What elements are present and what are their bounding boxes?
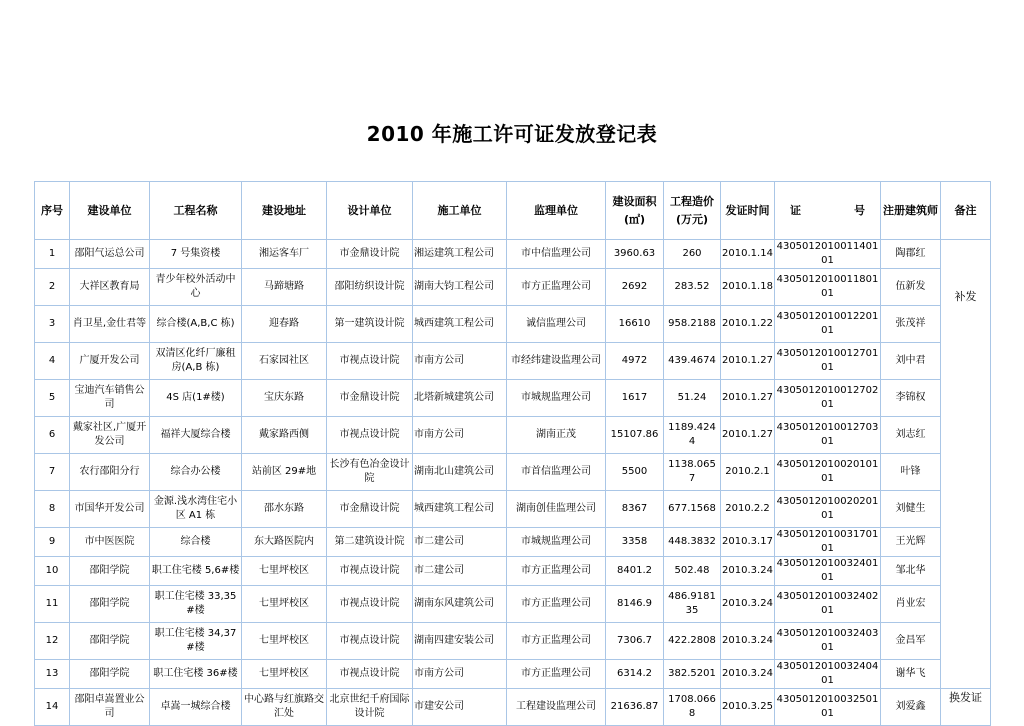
cell-builder: 宝迪汽车销售公司 [70,380,150,417]
cell-cost: 1189.4244 [664,417,721,454]
cell-cost: 260 [664,240,721,269]
cell-designer: 市视点设计院 [327,343,413,380]
cell-contractor: 城西建筑工程公司 [413,491,507,528]
header-cert-a: 证 [790,203,801,217]
cell-contractor: 市南方公司 [413,343,507,380]
cell-engineer: 刘中君 [881,343,941,380]
cell-supervisor: 市方正监理公司 [507,660,606,689]
cell-area: 15107.86 [606,417,664,454]
cell-area: 8367 [606,491,664,528]
cell-supervisor: 市首信监理公司 [507,454,606,491]
cell-project: 卓嵩一城综合楼 [150,689,242,726]
header-issue-date: 发证时间 [721,182,775,240]
cell-area: 7306.7 [606,623,664,660]
cell-designer: 市视点设计院 [327,557,413,586]
cell-builder: 市中医医院 [70,528,150,557]
cell-supervisor: 市方正监理公司 [507,586,606,623]
cell-designer: 北京世纪千府国际设计院 [327,689,413,726]
header-address: 建设地址 [242,182,327,240]
cell-engineer: 叶锋 [881,454,941,491]
cell-cost: 502.48 [664,557,721,586]
cell-issue-date: 2010.1.27 [721,380,775,417]
cell-address: 七里坪校区 [242,660,327,689]
cell-address: 中心路与红旗路交汇处 [242,689,327,726]
cell-seq: 13 [35,660,70,689]
cell-supervisor: 工程建设监理公司 [507,689,606,726]
cell-builder: 邵阳气运总公司 [70,240,150,269]
cell-designer: 市视点设计院 [327,586,413,623]
cell-designer: 市金鼎设计院 [327,380,413,417]
header-seq: 序号 [35,182,70,240]
cell-project: 职工住宅楼 33,35#楼 [150,586,242,623]
cell-seq: 1 [35,240,70,269]
page-title: 2010 年施工许可证发放登记表 [366,122,658,146]
cell-address: 湘运客车厂 [242,240,327,269]
header-cert-b: 号 [854,203,865,217]
cell-issue-date: 2010.3.24 [721,660,775,689]
cell-builder: 肖卫星,金仕君等 [70,306,150,343]
cell-cert: 430501201003240301 [775,623,881,660]
cell-cert: 430501201002020101 [775,491,881,528]
cell-supervisor: 湖南正茂 [507,417,606,454]
cell-address: 戴家路西侧 [242,417,327,454]
cell-seq: 10 [35,557,70,586]
cell-issue-date: 2010.2.1 [721,454,775,491]
cell-address: 石家园社区 [242,343,327,380]
table-row [35,417,991,454]
cell-builder: 广厦开发公司 [70,343,150,380]
cell-engineer: 刘志红 [881,417,941,454]
cell-cert: 430501201003240401 [775,660,881,689]
cell-area: 2692 [606,269,664,306]
header-contractor: 施工单位 [413,182,507,240]
table-row [35,491,991,528]
cell-builder: 农行邵阳分行 [70,454,150,491]
table-row [35,528,991,557]
cell-supervisor: 湖南创佳监理公司 [507,491,606,528]
cell-supervisor: 市城规监理公司 [507,380,606,417]
cell-engineer: 邹北华 [881,557,941,586]
cell-project: 青少年校外活动中心 [150,269,242,306]
cell-cost: 1138.0657 [664,454,721,491]
cell-seq: 4 [35,343,70,380]
cell-cost: 486.918135 [664,586,721,623]
cell-engineer: 陶郡红 [881,240,941,269]
cell-engineer: 李锦权 [881,380,941,417]
cell-contractor: 市建安公司 [413,689,507,726]
cell-cost: 51.24 [664,380,721,417]
cell-contractor: 市南方公司 [413,417,507,454]
cell-area: 4972 [606,343,664,380]
cell-project: 综合楼(A,B,C 栋) [150,306,242,343]
cell-seq: 7 [35,454,70,491]
cell-contractor: 城西建筑工程公司 [413,306,507,343]
cell-engineer: 刘爱鑫 [881,689,941,726]
cell-area: 1617 [606,380,664,417]
cell-cert: 430501201001270301 [775,417,881,454]
cell-engineer: 肖业宏 [881,586,941,623]
cell-seq: 6 [35,417,70,454]
cell-seq: 12 [35,623,70,660]
cell-address: 站前区 29#地 [242,454,327,491]
cell-issue-date: 2010.3.24 [721,557,775,586]
cell-builder: 邵阳学院 [70,623,150,660]
cell-issue-date: 2010.1.27 [721,343,775,380]
cell-area: 8401.2 [606,557,664,586]
cell-project: 福祥大厦综合楼 [150,417,242,454]
cell-cert: 430501201003240101 [775,557,881,586]
cell-project: 金源.浅水湾住宅小区 A1 栋 [150,491,242,528]
cell-contractor: 市南方公司 [413,660,507,689]
cell-designer: 市视点设计院 [327,623,413,660]
permit-register-table [34,181,991,726]
header-designer: 设计单位 [327,182,413,240]
cell-cost: 439.4674 [664,343,721,380]
cell-issue-date: 2010.1.27 [721,417,775,454]
cell-cert: 430501201001270101 [775,343,881,380]
cell-contractor: 湘运建筑工程公司 [413,240,507,269]
cell-project: 7 号集资楼 [150,240,242,269]
cell-cert: 430501201001140101 [775,240,881,269]
cell-issue-date: 2010.3.24 [721,623,775,660]
table-row [35,586,991,623]
cell-issue-date: 2010.2.2 [721,491,775,528]
cell-designer: 市金鼎设计院 [327,491,413,528]
cell-area: 3960.63 [606,240,664,269]
cell-supervisor: 诚信监理公司 [507,306,606,343]
note-reissue-text: 补发 [954,290,977,303]
header-project: 工程名称 [150,182,242,240]
cell-engineer: 王光辉 [881,528,941,557]
cell-issue-date: 2010.1.22 [721,306,775,343]
cell-note-replace: 换发证 [941,689,991,726]
cell-address: 马蹄塘路 [242,269,327,306]
cell-supervisor: 市方正监理公司 [507,269,606,306]
header-area [606,182,664,240]
cell-project: 4S 店(1#楼) [150,380,242,417]
cell-cost: 422.2808 [664,623,721,660]
cell-supervisor: 市经纬建设监理公司 [507,343,606,380]
table-row [35,380,991,417]
cell-supervisor: 市方正监理公司 [507,623,606,660]
cell-seq: 5 [35,380,70,417]
table-row [35,343,991,380]
cell-engineer: 伍新发 [881,269,941,306]
cell-designer: 第一建筑设计院 [327,306,413,343]
cell-issue-date: 2010.1.18 [721,269,775,306]
table-header-row [35,182,991,240]
cell-address: 七里坪校区 [242,623,327,660]
cell-builder: 邵阳学院 [70,557,150,586]
cell-project: 综合办公楼 [150,454,242,491]
cell-seq: 3 [35,306,70,343]
cell-issue-date: 2010.3.25 [721,689,775,726]
cell-builder: 邵阳学院 [70,660,150,689]
header-area-label: 建设面积 [612,194,657,208]
cell-area: 8146.9 [606,586,664,623]
cell-address: 东大路医院内 [242,528,327,557]
table-row [35,240,991,269]
cell-seq: 8 [35,491,70,528]
cell-project: 双清区化纤厂廉租房(A,B 栋) [150,343,242,380]
cell-issue-date: 2010.3.17 [721,528,775,557]
cell-builder: 邵阳学院 [70,586,150,623]
header-cost [664,182,721,240]
header-cert [775,182,881,240]
cell-issue-date: 2010.1.14 [721,240,775,269]
cell-contractor: 湖南东风建筑公司 [413,586,507,623]
cell-area: 16610 [606,306,664,343]
cell-project: 职工住宅楼 34,37#楼 [150,623,242,660]
cell-engineer: 谢华飞 [881,660,941,689]
cell-supervisor: 市方正监理公司 [507,557,606,586]
cell-cost: 677.1568 [664,491,721,528]
cell-cert: 430501201003240201 [775,586,881,623]
cell-builder: 邵阳卓嵩置业公司 [70,689,150,726]
table-row [35,454,991,491]
cell-engineer: 金昌军 [881,623,941,660]
header-builder: 建设单位 [70,182,150,240]
cell-cert: 430501201003170101 [775,528,881,557]
cell-designer: 市视点设计院 [327,660,413,689]
cell-cost: 382.5201 [664,660,721,689]
cell-contractor: 湖南大钧工程公司 [413,269,507,306]
cell-area: 6314.2 [606,660,664,689]
cell-address: 宝庆东路 [242,380,327,417]
table-row [35,623,991,660]
cell-builder: 戴家社区,广厦开发公司 [70,417,150,454]
header-area-unit: (㎡) [623,212,646,226]
cell-project: 职工住宅楼 36#楼 [150,660,242,689]
cell-designer: 市金鼎设计院 [327,240,413,269]
header-supervisor: 监理单位 [507,182,606,240]
cell-address: 迎春路 [242,306,327,343]
cell-seq: 9 [35,528,70,557]
cell-address: 七里坪校区 [242,557,327,586]
cell-address: 邵水东路 [242,491,327,528]
cell-contractor: 湖南北山建筑公司 [413,454,507,491]
cell-address: 七里坪校区 [242,586,327,623]
cell-note-reissue [941,240,991,689]
table-row [35,269,991,306]
cell-cert: 430501201003250101 [775,689,881,726]
cell-designer: 长沙有色冶金设计院 [327,454,413,491]
header-engineer: 注册建筑师 [881,182,941,240]
cell-engineer: 张茂祥 [881,306,941,343]
cell-cost: 283.52 [664,269,721,306]
cell-area: 5500 [606,454,664,491]
cell-area: 21636.87 [606,689,664,726]
cell-cost: 448.3832 [664,528,721,557]
cell-supervisor: 市中信监理公司 [507,240,606,269]
cell-cert: 430501201002010101 [775,454,881,491]
cell-project: 职工住宅楼 5,6#楼 [150,557,242,586]
header-cost-label: 工程造价 [670,194,714,208]
cell-seq: 2 [35,269,70,306]
cell-contractor: 市二建公司 [413,557,507,586]
cell-issue-date: 2010.3.24 [721,586,775,623]
cell-designer: 第二建筑设计院 [327,528,413,557]
table-row [35,306,991,343]
cell-designer: 邵阳纺织设计院 [327,269,413,306]
header-cost-unit: (万元) [675,212,709,226]
cell-area: 3358 [606,528,664,557]
cell-cost: 958.2188 [664,306,721,343]
cell-designer: 市视点设计院 [327,417,413,454]
cell-cert: 430501201001270201 [775,380,881,417]
cell-cost: 1708.0668 [664,689,721,726]
table-row [35,557,991,586]
cell-project: 综合楼 [150,528,242,557]
cell-engineer: 刘健生 [881,491,941,528]
cell-contractor: 市二建公司 [413,528,507,557]
cell-contractor: 湖南四建安装公司 [413,623,507,660]
cell-cert: 430501201001180101 [775,269,881,306]
table-row [35,660,991,689]
cell-supervisor: 市城规监理公司 [507,528,606,557]
cell-cert: 430501201001220101 [775,306,881,343]
cell-contractor: 北塔新城建筑公司 [413,380,507,417]
cell-seq: 11 [35,586,70,623]
cell-builder: 大祥区教育局 [70,269,150,306]
header-note: 备注 [941,182,991,240]
cell-builder: 市国华开发公司 [70,491,150,528]
cell-seq: 14 [35,689,70,726]
table-row [35,689,991,726]
